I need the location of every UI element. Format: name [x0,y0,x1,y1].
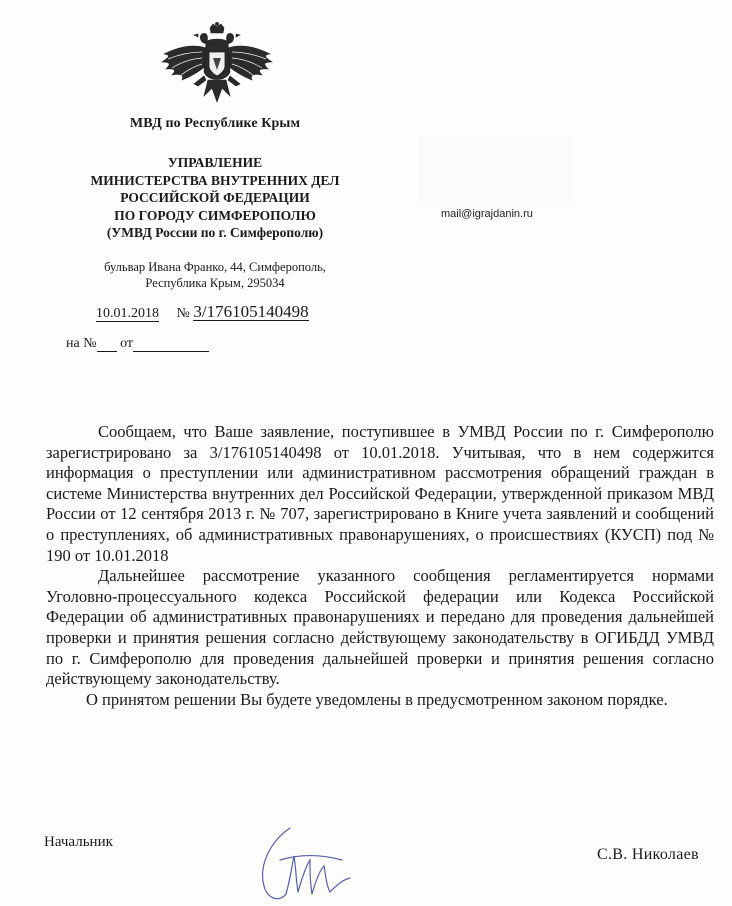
letter-body [46,422,714,710]
reference-line [66,336,209,352]
region-title: МВД по Республике Крым [129,116,301,131]
recipient-email: mail@igrajdanin.ru [441,208,533,220]
signatory-name: С.В. Николаев [597,846,699,863]
registration-date: 10.01.2018 [96,306,159,321]
double-headed-eagle-emblem-icon [158,22,276,114]
registration-line [96,304,309,322]
body-paragraph: О принятом решении Вы будете уведомлены в предусмотренном законом порядке. [86,689,668,709]
address-line: бульвар Ивана Франко, 44, Симферополь, [104,259,326,274]
department-name [60,154,370,242]
department-line: (УМВД России по г. Симферополю) [106,225,324,240]
handwritten-signature [250,820,360,906]
number-label: № [176,306,190,321]
reference-number-label: на № [66,336,97,351]
body-paragraph: Сообщаем, что Ваше заявление, поступившее в УМВД России по г. Симферополю зарегистрировано за 3/176105140498 от 10.01.2018. Учитывая, что в нем содержится информация о преступлении или административном рассмотрения обращений граждан в системе Министерства внутренних дел Российской Федерации, утвержденной приказом МВД России от 12 сентября 2013 г. № 707, зарегистрировано в Книге учета заявлений и сообщений о преступлениях, об административных правонарушениях, о происшествиях (КУСП) под № 190 от 10.01.2018 [46,422,714,565]
department-line: ПО ГОРОДУ СИМФЕРОПОЛЮ [114,207,316,223]
sender-address [60,259,370,291]
reference-from-label: от [120,336,134,351]
registration-number: 3/176105140498 [193,302,309,321]
department-line: УПРАВЛЕНИЕ [167,155,263,170]
department-line: МИНИСТЕРСТВА ВНУТРЕННИХ ДЕЛ [90,172,340,188]
reference-number-blank [97,338,117,352]
reference-date-blank [133,338,209,352]
signatory-title: Начальник [44,834,113,850]
sender-header [60,116,370,291]
department-line: РОССИЙСКОЙ ФЕДЕРАЦИИ [120,190,310,205]
body-paragraph: Дальнейшее рассмотрение указанного сообщения регламентируется нормами Уголовно-процессуального кодекса Российской федерации или Кодекса Российской Федерации об административных правонарушениях и передано для проведения дальнейшей проверки и принятия решения согласно действующему законодательству в ОГИБДД УМВД по г. Симферополю для проведения дальнейшей проверки и принятия решения согласно действующему законодательству. [46,566,714,689]
address-line: Республика Крым, 295034 [145,275,285,290]
recipient-redacted-area [418,136,572,204]
